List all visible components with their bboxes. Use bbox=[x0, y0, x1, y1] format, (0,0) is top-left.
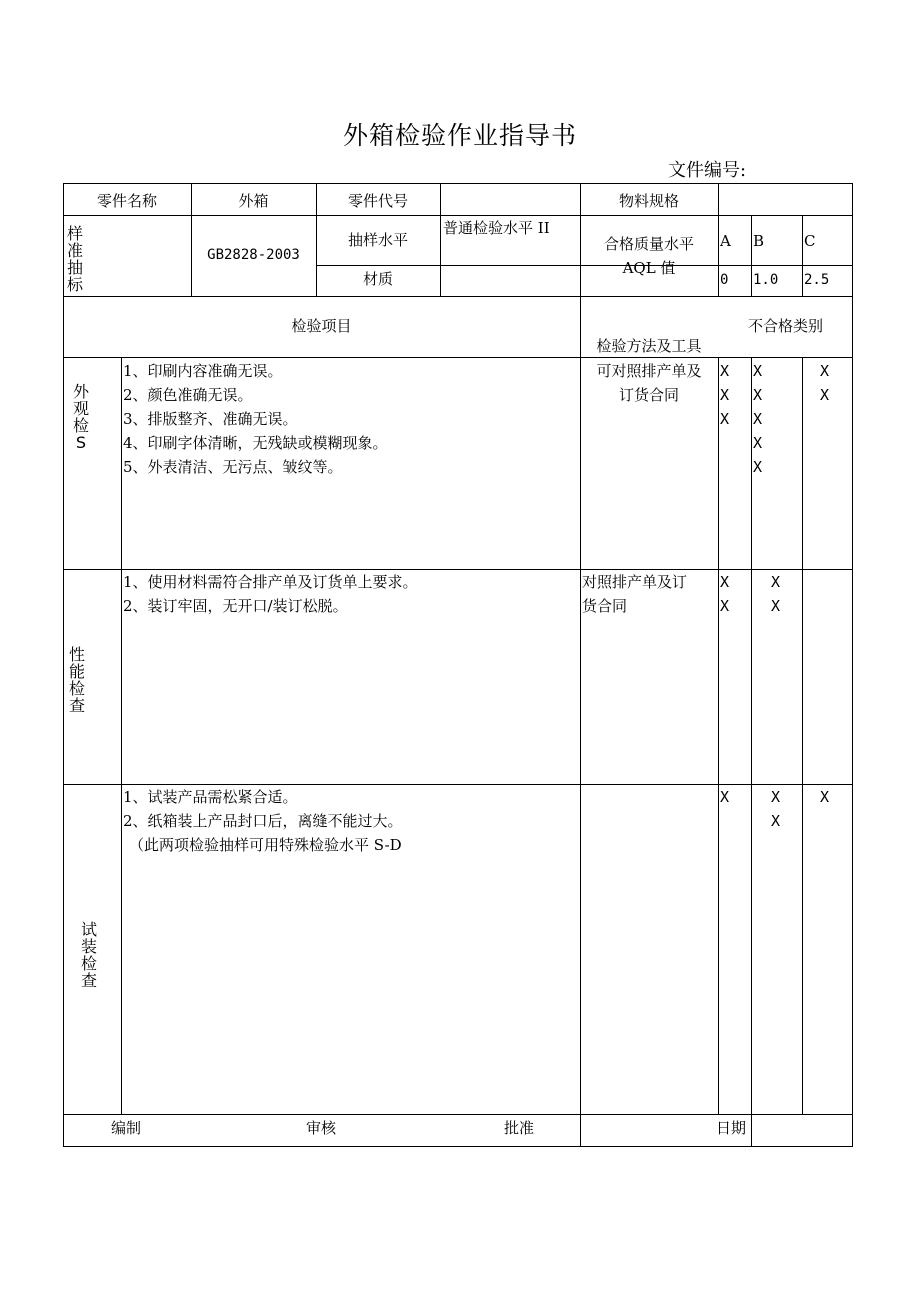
row-divider bbox=[63, 1114, 853, 1115]
defect-mark-b: X bbox=[771, 573, 781, 591]
col-divider bbox=[718, 183, 719, 297]
row-divider bbox=[63, 357, 853, 358]
defect-mark-a: X bbox=[720, 597, 730, 615]
defect-mark-b: X bbox=[771, 812, 781, 830]
col-divider bbox=[751, 357, 752, 1147]
aql-value-a: 0 bbox=[720, 272, 729, 288]
defect-mark-c: X bbox=[820, 386, 830, 404]
col-divider bbox=[718, 357, 719, 1115]
defect-mark-b: X bbox=[753, 410, 763, 428]
list-item: 5、外表清洁、无污点、皱纹等。 bbox=[123, 458, 343, 476]
part-name-value: 外箱 bbox=[238, 192, 269, 210]
list-item: 2、装订牢固，无开口/装订松脱。 bbox=[123, 597, 348, 615]
list-item: 3、排版整齐、准确无误。 bbox=[123, 410, 298, 428]
section-label-trial-fit: 试装检查 bbox=[80, 920, 97, 990]
sampling-level-value: 普通检验水平 II bbox=[443, 219, 550, 237]
col-divider bbox=[751, 215, 752, 297]
aql-value-b: 1.0 bbox=[753, 272, 779, 288]
defect-class-column-header: 不合格类别 bbox=[747, 317, 823, 335]
col-divider bbox=[802, 215, 803, 297]
defect-mark-b: X bbox=[753, 434, 763, 452]
list-item: 2、颜色准确无误。 bbox=[123, 386, 253, 404]
doc-number-label: 文件编号: bbox=[668, 160, 747, 181]
document-title: 外箱检验作业指导书 bbox=[342, 121, 577, 150]
col-divider bbox=[802, 357, 803, 1115]
defect-mark-c: X bbox=[820, 362, 830, 380]
defect-mark-b: X bbox=[771, 597, 781, 615]
reviewed-by-label: 审核 bbox=[306, 1119, 337, 1137]
col-divider bbox=[121, 357, 122, 1115]
inspection-table bbox=[63, 183, 853, 1147]
defect-mark-a: X bbox=[720, 386, 730, 404]
defect-class-c: C bbox=[804, 232, 816, 250]
prepared-by-label: 编制 bbox=[111, 1119, 142, 1137]
date-label: 日期 bbox=[716, 1119, 747, 1137]
list-item: 1、使用材料需符合排产单及订货单上要求。 bbox=[123, 573, 418, 591]
items-column-header: 检验项目 bbox=[291, 317, 352, 335]
section-label-performance: 性能检查 bbox=[68, 645, 85, 715]
defect-mark-c: X bbox=[820, 788, 830, 806]
row-divider bbox=[63, 296, 853, 297]
method-text: 货合同 bbox=[582, 597, 628, 615]
part-code-label: 零件代号 bbox=[347, 192, 408, 210]
defect-class-b: B bbox=[753, 232, 765, 250]
approved-by-label: 批准 bbox=[504, 1119, 535, 1137]
part-name-label: 零件名称 bbox=[96, 192, 157, 210]
sampling-standard: GB2828-2003 bbox=[207, 247, 300, 263]
list-item: 2、纸箱装上产品封口后，离缝不能过大。 bbox=[123, 812, 403, 830]
col-divider bbox=[580, 183, 581, 1147]
aql-label-line2: AQL 值 bbox=[622, 259, 676, 277]
defect-mark-a: X bbox=[720, 410, 730, 428]
method-text: 订货合同 bbox=[618, 386, 679, 404]
defect-mark-b: X bbox=[753, 362, 763, 380]
defect-mark-a: X bbox=[720, 573, 730, 591]
row-divider bbox=[718, 265, 853, 266]
aql-label-line1: 合格质量水平 bbox=[603, 235, 694, 253]
list-item: 1、印刷内容准确无误。 bbox=[123, 362, 283, 380]
defect-mark-b: X bbox=[753, 458, 763, 476]
list-item: 4、印刷字体清晰，无残缺或模糊现象。 bbox=[123, 434, 388, 452]
table-border-bottom bbox=[63, 1146, 853, 1147]
defect-mark-b: X bbox=[771, 788, 781, 806]
method-text: 可对照排产单及 bbox=[596, 362, 702, 380]
table-border-top bbox=[63, 183, 853, 184]
defect-mark-a: X bbox=[720, 788, 730, 806]
aql-value-c: 2.5 bbox=[804, 272, 830, 288]
method-text: 对照排产单及订 bbox=[582, 573, 688, 591]
sampling-level-label: 抽样水平 bbox=[347, 231, 408, 249]
col-divider bbox=[440, 183, 441, 297]
list-item: 1、试装产品需松紧合适。 bbox=[123, 788, 298, 806]
defect-mark-a: X bbox=[720, 362, 730, 380]
method-column-header: 检验方法及工具 bbox=[596, 337, 702, 355]
defect-class-a: A bbox=[720, 232, 731, 250]
section-label-appearance: 外观检S bbox=[72, 382, 89, 452]
material-label: 材质 bbox=[362, 270, 393, 288]
list-item: （此两项检验抽样可用特殊检验水平 S-D bbox=[129, 836, 402, 854]
sampling-section-label: 样准抽标 bbox=[66, 224, 83, 294]
defect-mark-b: X bbox=[753, 386, 763, 404]
material-spec-label: 物料规格 bbox=[618, 192, 679, 210]
